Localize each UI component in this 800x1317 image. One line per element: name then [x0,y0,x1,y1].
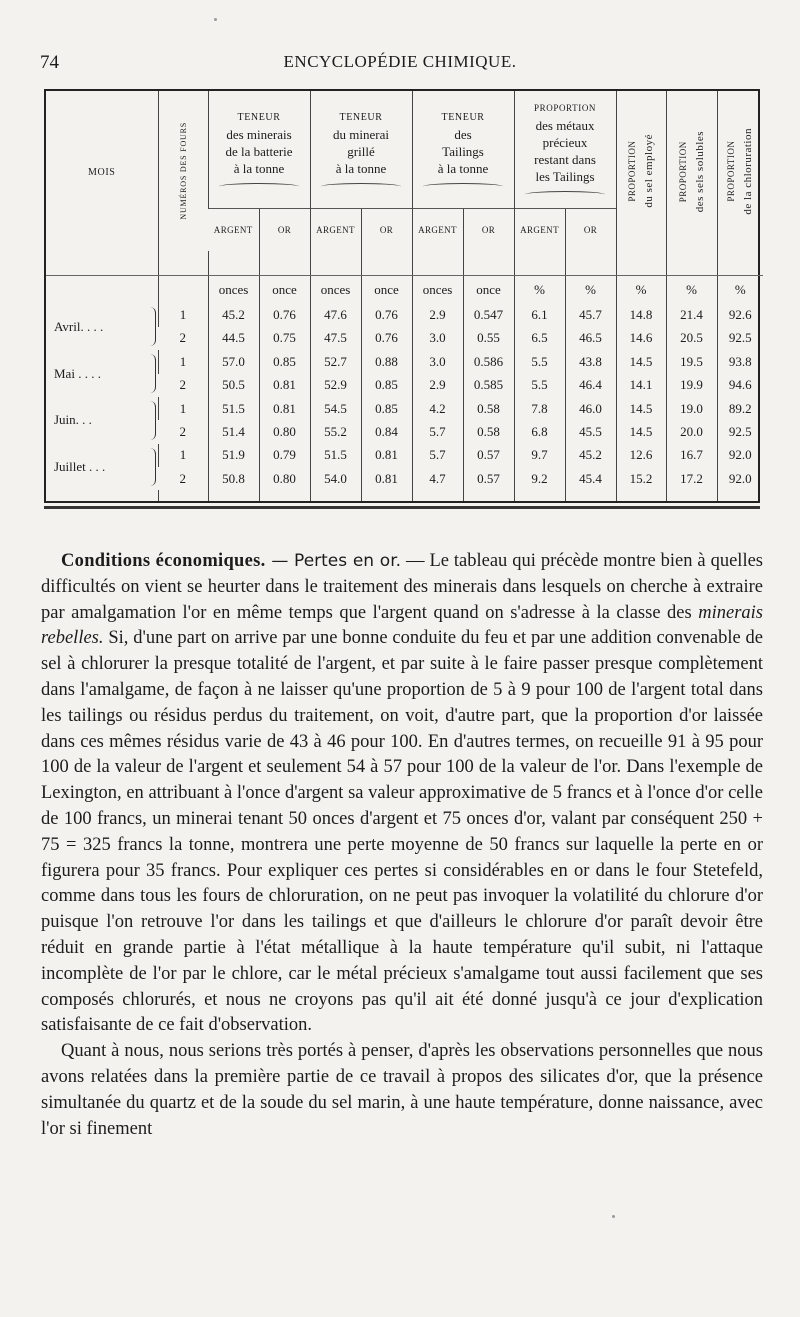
value-cell: 89.2 [717,397,763,420]
value-cell: 47.6 [310,303,361,326]
table-row [46,350,763,373]
value-cell: 4.7 [412,467,463,490]
value-cell: 0.76 [259,303,310,326]
value-cell: 0.80 [259,467,310,490]
value-cell: 17.2 [666,467,717,490]
value-cell: 46.0 [565,397,616,420]
value-cell: 0.75 [259,327,310,350]
unit-cell: onces [208,275,259,303]
value-cell: 92.5 [717,420,763,443]
sub-or: OR [565,208,616,251]
value-cell: 93.8 [717,350,763,373]
value-cell: 7.8 [514,397,565,420]
value-cell: 92.5 [717,327,763,350]
value-cell: 6.8 [514,420,565,443]
value-cell: 0.55 [463,327,514,350]
unit-cell: % [616,275,666,303]
value-cell: 92.6 [717,303,763,326]
value-cell: 0.80 [259,420,310,443]
furnace-number-cell: 1 [158,350,208,373]
value-cell: 20.5 [666,327,717,350]
furnace-number-cell: 2 [179,330,186,346]
header-numeros-fours: NUMÉROS DES FOURS [158,91,208,251]
header-proportion-metaux: PROPORTION des métaux précieux restant dans les Tailings [514,91,616,208]
table-row [46,397,763,420]
value-cell: 19.0 [666,397,717,420]
header-teneur-tailings: TENEUR des Tailings à la tonne [412,91,514,208]
value-cell: 0.85 [361,397,412,420]
section-title: Conditions économiques. [61,551,266,571]
header-proportion-chloruration: PROPORTION de la chloruration [717,91,763,251]
value-cell: 6.5 [514,327,565,350]
value-cell: 47.5 [310,327,361,350]
value-cell: 55.2 [310,420,361,443]
value-cell: 9.7 [514,444,565,467]
unit-cell: % [717,275,763,303]
value-cell: 0.85 [361,374,412,397]
paragraph: Quant à nous, nous serions très portés à penser, d'après les observations personnelles que nous avons relatées dans la première partie de ce travail à propos des silicates d'or, que la présence simultanée du quartz et de la soude du sel marin, à une haute température, donne naissance, avec l'or si finement [41,1041,763,1139]
sub-argent: ARGENT [412,208,463,251]
value-cell: 0.57 [463,444,514,467]
month-cell: Avril. . . . [46,303,158,350]
paper-speck [214,18,217,21]
value-cell: 5.5 [514,374,565,397]
data-table-grid [46,91,763,501]
value-cell: 0.81 [259,397,310,420]
value-cell: 50.8 [208,467,259,490]
value-cell: 14.5 [616,350,666,373]
furnace-number-cell: 2 [179,377,186,393]
value-cell: 5.5 [514,350,565,373]
value-cell: 14.6 [616,327,666,350]
value-cell: 45.4 [565,467,616,490]
unit-cell: % [565,275,616,303]
value-cell: 51.5 [208,397,259,420]
furnace-number-cell: 1 [158,444,208,467]
unit-cell: onces [310,275,361,303]
header-spacer [46,251,763,275]
unit-cell: onces [412,275,463,303]
header-proportion-sels-solubles: PROPORTION des sels solubles [666,91,717,251]
value-cell: 43.8 [565,350,616,373]
value-cell: 0.84 [361,420,412,443]
unit-cell: % [514,275,565,303]
value-cell: 0.57 [463,467,514,490]
value-cell: 0.58 [463,397,514,420]
table-bottom-pad [46,490,763,501]
sub-argent: ARGENT [208,208,259,251]
table-body [46,303,763,490]
value-cell: 5.7 [412,420,463,443]
value-cell: 94.6 [717,374,763,397]
value-cell: 50.5 [208,374,259,397]
value-cell: 0.76 [361,303,412,326]
running-head: ENCYCLOPÉDIE CHIMIQUE. [283,52,517,71]
furnace-number-cell: 1 [158,303,208,326]
value-cell: 20.0 [666,420,717,443]
value-cell: 46.4 [565,374,616,397]
value-cell: 52.7 [310,350,361,373]
value-cell: 0.58 [463,420,514,443]
sub-or: OR [259,208,310,251]
value-cell: 9.2 [514,467,565,490]
value-cell: 0.81 [361,467,412,490]
value-cell: 6.1 [514,303,565,326]
value-cell: 21.4 [666,303,717,326]
value-cell: 45.2 [208,303,259,326]
value-cell: 52.9 [310,374,361,397]
header-teneur-minerai-grille: TENEUR du minerai grillé à la tonne [310,91,412,208]
unit-cell: once [361,275,412,303]
paragraph: Conditions économiques. — Pertes en or. — Le tableau qui précède montre bien à quelles difficultés on vient se heurter dans le traitement des minerais dans lesquels on cherche à extraire par amalgamation l'or en même temps que l'argent quand on s'adresse à la classe des minerais rebelles. Si, d'une part on arrive par une bonne conduite du feu et par une addition convenable de sel à chlorurer la presque totalité de l'argent, et par suite à le faire passer presque complètement dans l'amalgame, de façon à ne laisser qu'une proportion de 5 à 9 pour 100 de l'argent total dans les tailings ou résidus perdus du traitement, on voit, d'autre part, que la proportion d'or laissée dans ces mêmes résidus varie de 43 à 46 pour 100. En d'autres termes, on recueille 91 à 95 pour 100 de la valeur de l'argent et seulement 54 à 57 pour 100 de la valeur de l'or. Dans l'exemple de Lexington, en attribuant à l'once d'argent sa valeur approximative de 5 francs et à l'once d'or celle de 100 francs, un minerai tenant 50 onces d'argent et 75 onces d'or, valant par conséquent 250 + 75 = 325 francs la tonne, montrera une perte moyenne de 50 francs sur laquelle la perte en or figurera pour 35 francs. Pour expliquer ces pertes si considérables en or dans le four Stetefeld, comme dans tous les fours de chloruration, on ne peut pas invoquer la volatilité du chlorure d'or puisque l'on retrouve l'or dans les tailings et que d'ailleurs le chlorure d'or paraît devoir être réduit en grande partie à l'état métallique à la haute température qu'il subit, ni l'attaque incomplète de l'or par le chlore, car le métal précieux s'amalgame tout aussi facilement que ses composés chlorurés, et nous ne croyons pas qu'il ait été donné jusqu'à ce jour d'explication satisfaisante de ce fait d'observation. [41,551,763,1036]
italic-term: minerais rebelles. [41,602,763,649]
sub-or: OR [463,208,514,251]
value-cell: 45.7 [565,303,616,326]
month-cell: Juillet . . . [46,444,158,491]
header-proportion-sel: PROPORTION du sel employé [616,91,666,251]
units-row [46,275,763,303]
value-cell: 51.5 [310,444,361,467]
furnace-number-cell: 2 [179,470,186,486]
value-cell: 51.9 [208,444,259,467]
unit-cell: once [463,275,514,303]
header-mois: MOIS [88,166,116,178]
month-cell: Mai . . . . [46,350,158,397]
month-cell: Juin. . . [46,397,158,444]
sub-argent: ARGENT [310,208,361,251]
value-cell: 3.0 [412,327,463,350]
value-cell: 0.547 [463,303,514,326]
value-cell: 44.5 [208,327,259,350]
value-cell: 5.7 [412,444,463,467]
sub-or: OR [361,208,412,251]
value-cell: 0.585 [463,374,514,397]
value-cell: 54.5 [310,397,361,420]
value-cell: 51.4 [208,420,259,443]
unit-cell: once [259,275,310,303]
value-cell: 0.88 [361,350,412,373]
data-table [44,89,760,503]
section-subtitle: — Pertes en or. [265,551,402,571]
page-header [40,52,760,76]
value-cell: 2.9 [412,374,463,397]
table-bottom-rule [44,506,760,509]
value-cell: 0.76 [361,327,412,350]
sub-argent: ARGENT [514,208,565,251]
value-cell: 12.6 [616,444,666,467]
paper-speck [612,1215,615,1218]
furnace-number-cell: 1 [158,397,208,420]
value-cell: 0.81 [361,444,412,467]
value-cell: 45.2 [565,444,616,467]
header-teneur-minerais: TENEUR des minerais de la batterie à la tonne [208,91,310,208]
value-cell: 45.5 [565,420,616,443]
value-cell: 2.9 [412,303,463,326]
value-cell: 46.5 [565,327,616,350]
value-cell: 3.0 [412,350,463,373]
value-cell: 14.5 [616,420,666,443]
value-cell: 92.0 [717,444,763,467]
value-cell: 57.0 [208,350,259,373]
value-cell: 14.8 [616,303,666,326]
value-cell: 14.5 [616,397,666,420]
value-cell: 54.0 [310,467,361,490]
value-cell: 4.2 [412,397,463,420]
value-cell: 0.81 [259,374,310,397]
value-cell: 16.7 [666,444,717,467]
value-cell: 0.85 [259,350,310,373]
unit-cell: % [666,275,717,303]
table-row [46,444,763,467]
value-cell: 19.5 [666,350,717,373]
value-cell: 0.586 [463,350,514,373]
furnace-number-cell: 2 [179,423,186,439]
value-cell: 15.2 [616,467,666,490]
table-row [46,303,763,326]
body-text [41,549,763,1142]
value-cell: 14.1 [616,374,666,397]
page-number: 74 [40,52,59,73]
value-cell: 92.0 [717,467,763,490]
value-cell: 0.79 [259,444,310,467]
value-cell: 19.9 [666,374,717,397]
